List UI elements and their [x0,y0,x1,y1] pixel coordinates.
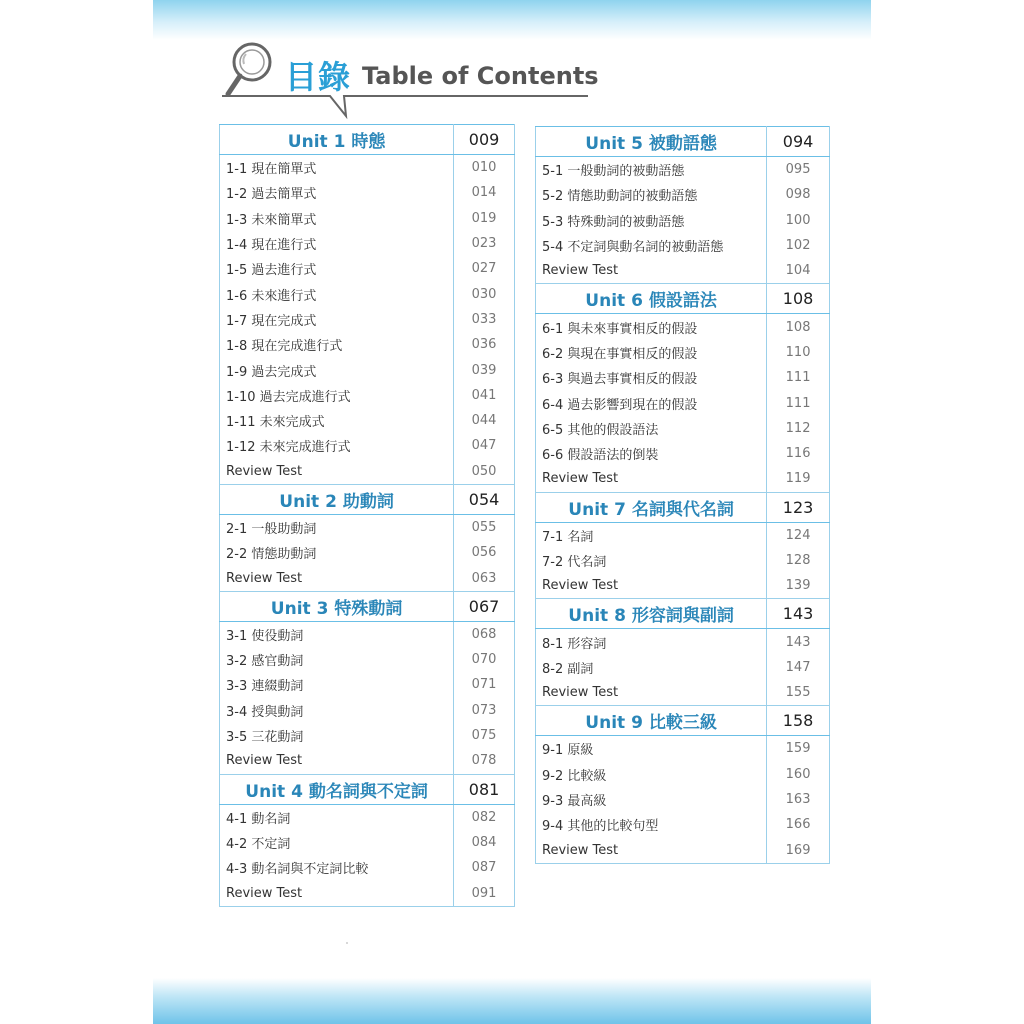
entry-title: 6-5 其他的假設語法 [536,416,767,441]
unit-page-number: 054 [454,484,515,514]
toc-entry-row [220,231,515,256]
entry-page-number: 071 [454,672,515,697]
toc-entry-row [220,855,515,880]
entry-page-number: 163 [767,787,830,812]
entry-page-number: 075 [454,723,515,748]
entry-page-number: 124 [767,522,830,548]
unit-page-number: 081 [454,774,515,804]
toc-entry-row [220,383,515,408]
entry-title: 6-3 與過去事實相反的假設 [536,365,767,390]
entry-page-number: 039 [454,357,515,382]
entry-title: 5-3 特殊動詞的被動語態 [536,208,767,233]
entry-title: 3-1 使役動詞 [220,621,454,647]
toc-entry-row [536,838,830,864]
entry-page-number: 143 [767,629,830,655]
entry-page-number: 023 [454,231,515,256]
entry-page-number: 041 [454,383,515,408]
toc-entry-row [220,621,515,647]
toc-entry-row [220,514,515,540]
unit-page-number: 108 [767,284,830,314]
entry-title: 1-9 過去完成式 [220,357,454,382]
entry-title: 8-2 副詞 [536,655,767,680]
entry-page-number: 087 [454,855,515,880]
toc-entry-row [220,565,515,591]
entry-title: 1-10 過去完成進行式 [220,383,454,408]
entry-page-number: 044 [454,408,515,433]
unit-page-number: 094 [767,127,830,157]
toc-entry-row [220,332,515,357]
toc-entry-row [536,208,830,233]
unit-title: Unit 1 時態 [220,125,454,155]
entry-page-number: 063 [454,565,515,591]
entry-page-number: 019 [454,206,515,231]
toc-entry-row [220,880,515,906]
bottom-decorative-band [153,978,871,1024]
entry-page-number: 098 [767,182,830,207]
title-english: Table of Contents [362,62,599,90]
entry-page-number: 073 [454,698,515,723]
entry-page-number: 027 [454,256,515,281]
entry-title: 3-4 授與動詞 [220,698,454,723]
unit-header-row [536,599,830,629]
entry-title: 6-1 與未來事實相反的假設 [536,314,767,340]
entry-page-number: 111 [767,390,830,415]
entry-title: 5-4 不定詞與動名詞的被動語態 [536,233,767,258]
top-decorative-band [153,0,871,40]
unit-header-row [536,492,830,522]
toc-entry-row [220,698,515,723]
entry-title: 1-1 現在簡單式 [220,155,454,181]
toc-entry-row [536,573,830,599]
toc-entry-row [536,655,830,680]
entry-title: Review Test [536,680,767,706]
toc-entry-row [220,672,515,697]
toc-entry-row [536,787,830,812]
entry-page-number: 108 [767,314,830,340]
toc-entry-row [220,357,515,382]
toc-entry-row [536,233,830,258]
entry-title: 2-2 情態助動詞 [220,540,454,565]
toc-entry-row [220,433,515,458]
toc-entry-row [220,206,515,231]
entry-page-number: 169 [767,838,830,864]
entry-page-number: 084 [454,830,515,855]
toc-entry-row [536,522,830,548]
entry-page-number: 070 [454,647,515,672]
entry-page-number: 055 [454,514,515,540]
entry-title: 9-4 其他的比較句型 [536,812,767,837]
entry-title: 9-1 原級 [536,736,767,762]
unit-header-row [536,706,830,736]
entry-title: 7-2 代名詞 [536,548,767,573]
entry-title: 1-12 未來完成進行式 [220,433,454,458]
entry-title: 1-5 過去進行式 [220,256,454,281]
entry-title: 1-8 現在完成進行式 [220,332,454,357]
toc-entry-row [536,548,830,573]
entry-title: 3-2 感官動詞 [220,647,454,672]
entry-page-number: 159 [767,736,830,762]
unit-header-row [220,125,515,155]
entry-page-number: 155 [767,680,830,706]
entry-page-number: 068 [454,621,515,647]
entry-title: 1-2 過去簡單式 [220,180,454,205]
toc-entry-row [220,281,515,306]
toc-entry-row [536,390,830,415]
entry-page-number: 147 [767,655,830,680]
entry-title: 4-2 不定詞 [220,830,454,855]
entry-title: Review Test [220,880,454,906]
toc-entry-row [220,540,515,565]
unit-title: Unit 3 特殊動詞 [220,591,454,621]
entry-title: Review Test [220,565,454,591]
entry-title: 8-1 形容詞 [536,629,767,655]
entry-page-number: 091 [454,880,515,906]
entry-page-number: 056 [454,540,515,565]
entry-page-number: 116 [767,441,830,466]
entry-page-number: 036 [454,332,515,357]
entry-title: 7-1 名詞 [536,522,767,548]
entry-page-number: 030 [454,281,515,306]
unit-title: Unit 9 比較三級 [536,706,767,736]
unit-page-number: 123 [767,492,830,522]
entry-title: Review Test [220,459,454,485]
unit-title: Unit 7 名詞與代名詞 [536,492,767,522]
toc-entry-row [536,416,830,441]
entry-page-number: 010 [454,155,515,181]
toc-entry-row [536,365,830,390]
toc-entry-row [536,441,830,466]
toc-table-left [219,124,515,907]
unit-page-number: 143 [767,599,830,629]
entry-page-number: 119 [767,466,830,492]
toc-entry-row [220,804,515,830]
entry-title: 5-1 一般動詞的被動語態 [536,157,767,183]
entry-title: 2-1 一般助動詞 [220,514,454,540]
entry-title: 5-2 情態助動詞的被動語態 [536,182,767,207]
toc-entry-row [536,629,830,655]
entry-title: 4-1 動名詞 [220,804,454,830]
entry-page-number: 014 [454,180,515,205]
entry-title: 3-3 連綴動詞 [220,672,454,697]
entry-title: Review Test [536,466,767,492]
unit-page-number: 158 [767,706,830,736]
toc-entry-row [220,256,515,281]
entry-page-number: 082 [454,804,515,830]
page-speck [346,942,348,944]
unit-page-number: 067 [454,591,515,621]
entry-page-number: 111 [767,365,830,390]
toc-entry-row [220,307,515,332]
entry-title: 1-7 現在完成式 [220,307,454,332]
entry-title: Review Test [220,748,454,774]
unit-header-row [536,284,830,314]
entry-title: 1-6 未來進行式 [220,281,454,306]
unit-title: Unit 6 假設語法 [536,284,767,314]
entry-page-number: 139 [767,573,830,599]
toc-entry-row [536,736,830,762]
entry-title: 3-5 三花動詞 [220,723,454,748]
toc-entry-row [536,314,830,340]
unit-header-row [220,591,515,621]
toc-entry-row [220,748,515,774]
toc-entry-row [220,830,515,855]
entry-page-number: 095 [767,157,830,183]
unit-page-number: 009 [454,125,515,155]
unit-header-row [536,127,830,157]
entry-page-number: 160 [767,762,830,787]
entry-title: Review Test [536,573,767,599]
entry-title: Review Test [536,258,767,284]
entry-title: 6-4 過去影響到現在的假設 [536,390,767,415]
entry-title: 6-6 假設語法的倒裝 [536,441,767,466]
toc-entry-row [536,762,830,787]
entry-page-number: 128 [767,548,830,573]
toc-entry-row [220,723,515,748]
toc-entry-row [536,340,830,365]
entry-page-number: 104 [767,258,830,284]
entry-title: 6-2 與現在事實相反的假設 [536,340,767,365]
entry-title: 1-4 現在進行式 [220,231,454,256]
entry-title: 1-11 未來完成式 [220,408,454,433]
entry-page-number: 078 [454,748,515,774]
toc-entry-row [220,155,515,181]
entry-page-number: 166 [767,812,830,837]
entry-page-number: 100 [767,208,830,233]
unit-header-row [220,774,515,804]
toc-entry-row [220,459,515,485]
entry-title: Review Test [536,838,767,864]
unit-title: Unit 2 助動詞 [220,484,454,514]
toc-entry-row [220,408,515,433]
title-chinese: 目錄 [285,58,352,96]
toc-entry-row [536,812,830,837]
unit-header-row [220,484,515,514]
toc-entry-row [536,157,830,183]
toc-entry-row [536,680,830,706]
toc-table-right [535,126,830,864]
toc-entry-row [220,180,515,205]
toc-entry-row [536,258,830,284]
entry-page-number: 102 [767,233,830,258]
entry-page-number: 110 [767,340,830,365]
unit-title: Unit 4 動名詞與不定詞 [220,774,454,804]
entry-title: 1-3 未來簡單式 [220,206,454,231]
toc-entry-row [536,466,830,492]
entry-page-number: 112 [767,416,830,441]
entry-page-number: 033 [454,307,515,332]
entry-page-number: 047 [454,433,515,458]
entry-title: 9-3 最高級 [536,787,767,812]
entry-page-number: 050 [454,459,515,485]
entry-title: 9-2 比較級 [536,762,767,787]
unit-title: Unit 8 形容詞與副詞 [536,599,767,629]
toc-entry-row [536,182,830,207]
unit-title: Unit 5 被動語態 [536,127,767,157]
entry-title: 4-3 動名詞與不定詞比較 [220,855,454,880]
toc-entry-row [220,647,515,672]
